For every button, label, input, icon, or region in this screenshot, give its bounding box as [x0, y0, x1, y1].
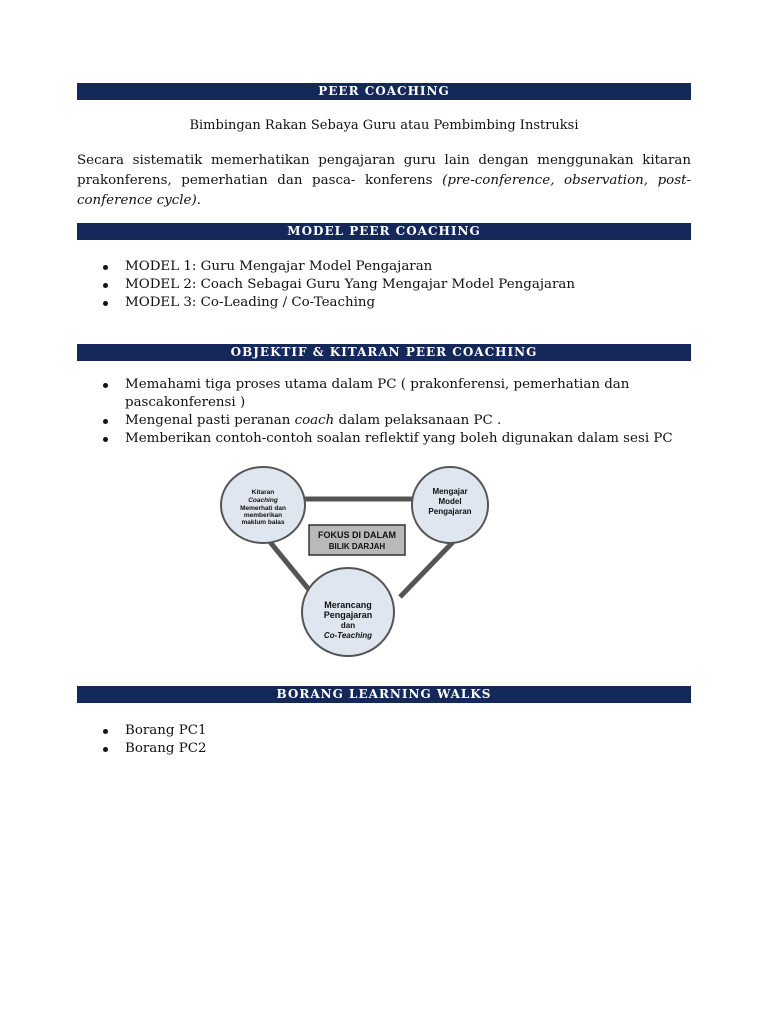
item2-end: dalam pelaksanaan PC . — [334, 413, 502, 428]
section-header-model: MODEL PEER COACHING — [77, 223, 691, 240]
model-list — [77, 258, 715, 312]
bottom-line-4: Co-Teaching — [323, 631, 373, 640]
section-header-borang: BORANG LEARNING WALKS — [77, 686, 691, 703]
list-item: MODEL 2: Coach Sebagai Guru Yang Mengajar Model Pengajaran — [125, 276, 715, 294]
section-header-objektif: OBJEKTIF & KITARAN PEER COACHING — [77, 344, 691, 361]
box-line-1: FOKUS DI DALAM — [318, 530, 396, 540]
subtitle: Bimbingan Rakan Sebaya Guru atau Pembimbing Instruksi — [189, 118, 579, 133]
list-item — [125, 412, 715, 430]
left-line-1: Kitaran — [251, 489, 275, 496]
intro-paragraph — [77, 151, 691, 211]
right-line-1: Mengajar — [432, 487, 468, 496]
list-item: Memahami tiga proses utama dalam PC ( prakonferensi, pemerhatian dan pascakonferensi ) — [125, 376, 715, 412]
objektif-list — [77, 376, 715, 448]
right-line-3: Pengajaran — [428, 507, 472, 516]
borang-list — [77, 722, 715, 758]
left-line-4: memberikan — [243, 512, 283, 519]
left-line-2: Coaching — [248, 497, 278, 504]
list-item: Borang PC2 — [125, 740, 715, 758]
list-item: MODEL 3: Co-Leading / Co-Teaching — [125, 294, 715, 312]
bottom-line-1: Merancang — [324, 600, 372, 610]
bottom-line-3: dan — [340, 621, 356, 630]
list-item: Borang PC1 — [125, 722, 715, 740]
item2-text: Mengenal pasti peranan — [125, 413, 295, 428]
coaching-cycle-diagram — [215, 462, 495, 662]
box-line-2: BILIK DARJAH — [328, 542, 386, 551]
left-line-5: maklum balas — [241, 519, 285, 526]
right-line-2: Model — [438, 497, 462, 506]
section-header-peer-coaching: PEER COACHING — [77, 83, 691, 100]
intro-end: . — [196, 193, 201, 208]
left-line-3: Memerhati dan — [240, 505, 286, 512]
intro-text: Secara sistematik memerhatikan pengajaran guru lain dengan menggunakan kitaran prakonferens, pemerhatian dan pasca- konferens — [77, 153, 691, 188]
list-item: MODEL 1: Guru Mengajar Model Pengajaran — [125, 258, 715, 276]
list-item: Memberikan contoh-contoh soalan reflektif yang boleh digunakan dalam sesi PC — [125, 430, 715, 448]
item2-italic: coach — [294, 413, 335, 428]
connector-right — [400, 542, 453, 597]
bottom-line-2: Pengajaran — [323, 610, 373, 620]
intro-italic: (pre-conference, observation, post-conference cycle) — [77, 173, 691, 208]
